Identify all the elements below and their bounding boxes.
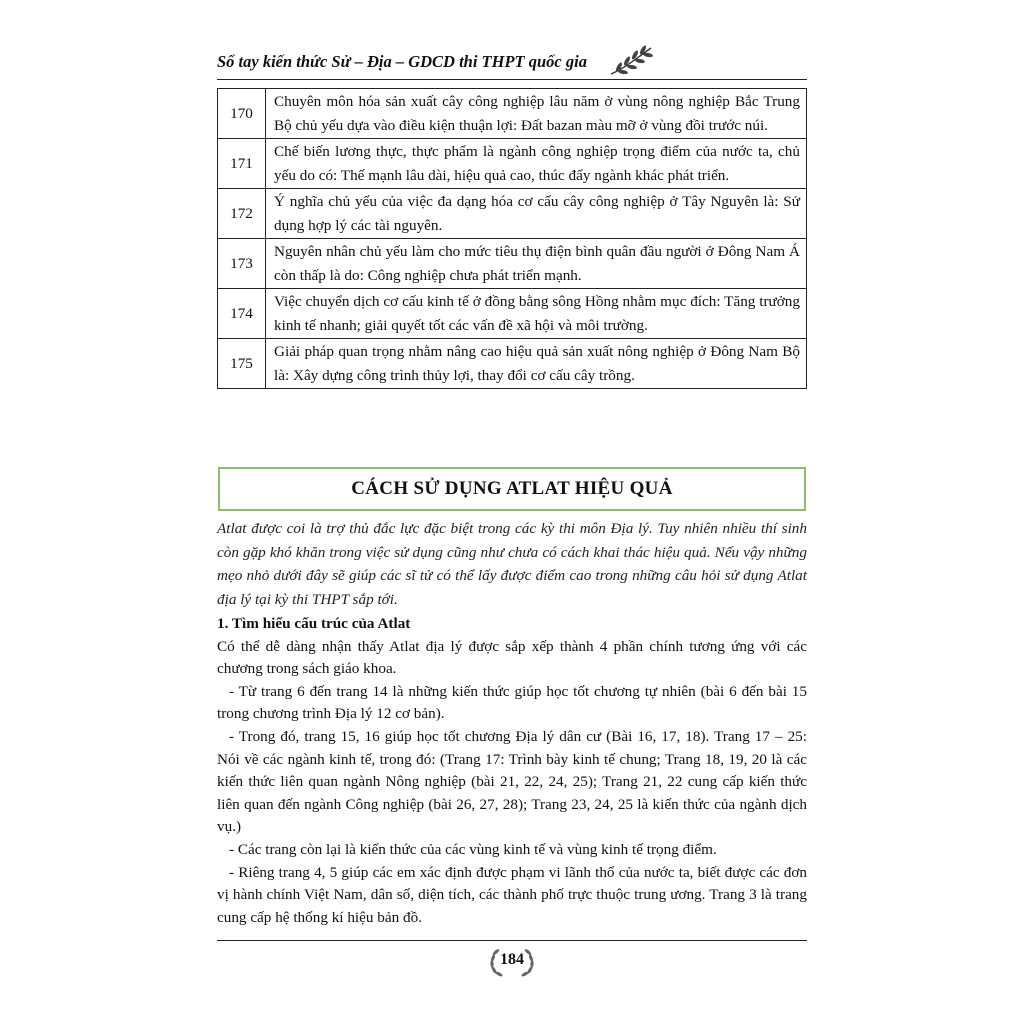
row-number: 170 [218, 89, 266, 139]
row-text: Ý nghĩa chủ yếu của việc đa dạng hóa cơ cấu cây công nghiệp ở Tây Nguyên là: Sử dụng hợp lý các tài nguyên. [266, 189, 807, 239]
leaf-branch-icon [607, 44, 657, 78]
row-text: Việc chuyển dịch cơ cấu kinh tế ở đồng bằng sông Hồng nhằm mục đích: Tăng trưởng kinh tế nhanh; giải quyết tốt các vấn đề xã hội và môi trường. [266, 289, 807, 339]
table-row [218, 289, 807, 339]
header-divider [217, 79, 807, 80]
bullet-item: - Từ trang 6 đến trang 14 là những kiến thức giúp học tốt chương tự nhiên (bài 6 đến bài 15 trong chương trình Địa lý 12 cơ bản). [217, 682, 807, 723]
page-header [217, 44, 647, 80]
row-text: Nguyên nhân chủ yếu làm cho mức tiêu thụ điện bình quân đầu người ở Đông Nam Á còn thấp là do: Công nghiệp chưa phát triển mạnh. [266, 239, 807, 289]
page-number: 184 [500, 951, 524, 968]
page-number-badge [482, 942, 542, 980]
table-row [218, 239, 807, 289]
subsection-heading: 1. Tìm hiểu cấu trúc của Atlat [217, 615, 411, 632]
bullet-item: - Trong đó, trang 15, 16 giúp học tốt chương Địa lý dân cư (Bài 16, 17, 18). Trang 17 – 25: Nói về các ngành kinh tế, trong đó: (Trang 17: Trình bày kinh tế chung; Trang 18, 19, 20 là các kiến thức liên quan ngành Nông nghiệp (bài 21, 22, 24, 25); Trang 21, 22 cung cấp kiến thức liên quan đến ngành Công nghiệp (bài 26, 27, 28); Trang 23, 24, 25 là kiến thức của ngành dịch vụ.) [217, 727, 807, 836]
table-row [218, 339, 807, 389]
row-number: 172 [218, 189, 266, 239]
header-title: Sổ tay kiến thức Sử – Địa – GDCD thi THPT quốc gia [217, 52, 587, 71]
row-text: Chế biến lương thực, thực phẩm là ngành công nghiệp trọng điểm của nước ta, chủ yếu do có: Thế mạnh lâu dài, hiệu quả cao, thúc đẩy ngành khác phát triển. [266, 139, 807, 189]
footer-divider [217, 940, 807, 941]
section-title-box [218, 467, 806, 511]
row-number: 174 [218, 289, 266, 339]
paragraph: Có thể dễ dàng nhận thấy Atlat địa lý được sắp xếp thành 4 phần chính tương ứng với các chương trong sách giáo khoa. [217, 637, 807, 678]
row-number: 173 [218, 239, 266, 289]
table-row [218, 189, 807, 239]
bullet-item: - Riêng trang 4, 5 giúp các em xác định được phạm vi lãnh thổ của nước ta, biết được các đơn vị hành chính Việt Nam, dân số, diện tích, các thành phố trực thuộc trung ương. Trang 3 là trang cung cấp hệ thống kí hiệu bản đồ. [217, 863, 807, 926]
section-title: CÁCH SỬ DỤNG ATLAT HIỆU QUẢ [351, 478, 673, 499]
table-row [218, 139, 807, 189]
row-number: 171 [218, 139, 266, 189]
body-content [217, 613, 807, 929]
table-row [218, 89, 807, 139]
row-number: 175 [218, 339, 266, 389]
intro-paragraph: Atlat được coi là trợ thủ đắc lực đặc biệt trong các kỳ thi môn Địa lý. Tuy nhiên nhiều thí sinh còn gặp khó khăn trong việc sử dụng cũng như chưa có cách khai thác hiệu quả. Nếu vậy những mẹo nhỏ dưới đây sẽ giúp các sĩ tử có thể lấy được điểm cao trong những câu hỏi sử dụng Atlat địa lý tại kỳ thi THPT sắp tới. [217, 520, 807, 608]
qa-table [217, 88, 807, 389]
row-text: Chuyên môn hóa sản xuất cây công nghiệp lâu năm ở vùng nông nghiệp Bắc Trung Bộ chủ yếu dựa vào điều kiện thuận lợi: Đất bazan màu mỡ ở vùng đồi trước núi. [266, 89, 807, 139]
row-text: Giải pháp quan trọng nhằm nâng cao hiệu quả sản xuất nông nghiệp ở Đông Nam Bộ là: Xây dựng công trình thủy lợi, thay đổi cơ cấu cây trồng. [266, 339, 807, 389]
bullet-item: - Các trang còn lại là kiến thức của các vùng kinh tế và vùng kinh tế trọng điểm. [229, 840, 717, 858]
